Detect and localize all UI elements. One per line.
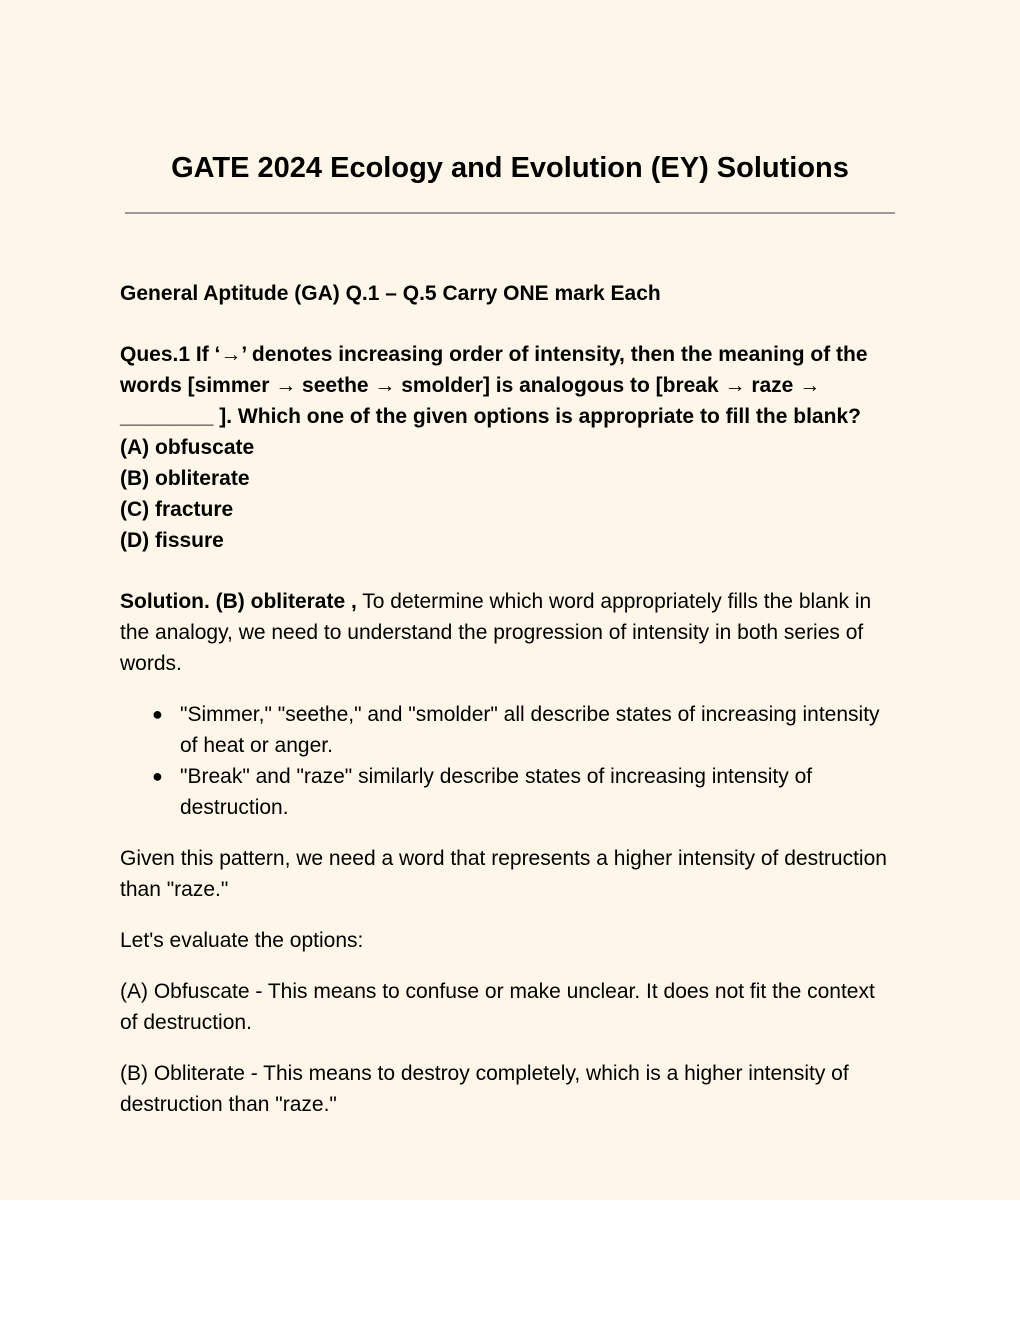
bullet-text: "Simmer," "seethe," and "smolder" all describe states of increasing intensity of heat or anger. — [180, 703, 880, 757]
bullet-icon: ● — [152, 704, 163, 724]
solution-intro — [120, 586, 895, 679]
option-c: (C) fracture — [120, 498, 234, 521]
bullet-text: "Break" and "raze" similarly describe states of increasing intensity of destruction. — [180, 765, 813, 819]
solution-paragraph: (A) Obfuscate - This means to confuse or make unclear. It does not fit the context of destruction. — [120, 980, 875, 1034]
solution-label: Solution. (B) obliterate , — [120, 590, 357, 613]
option-d: (D) fissure — [120, 529, 224, 552]
list-item — [152, 699, 895, 761]
solution-bullet-list — [120, 699, 895, 823]
question-options — [120, 432, 895, 556]
page-title: GATE 2024 Ecology and Evolution (EY) Solutions — [171, 152, 849, 184]
solution-paragraph: (B) Obliterate - This means to destroy completely, which is a higher intensity of destruction than "raze." — [120, 1062, 849, 1116]
section-heading: General Aptitude (GA) Q.1 – Q.5 Carry ONE mark Each — [120, 282, 661, 305]
option-b: (B) obliterate — [120, 467, 250, 490]
solution-paragraph: Let's evaluate the options: — [120, 929, 364, 952]
title-divider — [125, 212, 895, 214]
document-content — [120, 278, 895, 1120]
question-text: Ques.1 If ‘→’ denotes increasing order of intensity, then the meaning of the words [simmer → seethe → smolder] is analogous to [break → raze → ________ ]. Which one of the given options is appropriate to fill the blank? — [120, 343, 868, 428]
solution-paragraph: Given this pattern, we need a word that represents a higher intensity of destruction than "raze." — [120, 847, 887, 901]
bullet-icon: ● — [152, 766, 163, 786]
solution-intro-text: To determine which word appropriately fills the blank in the analogy, we need to understand the progression of intensity in both series of words. — [120, 590, 872, 675]
option-a: (A) obfuscate — [120, 436, 255, 459]
list-item — [152, 761, 895, 823]
